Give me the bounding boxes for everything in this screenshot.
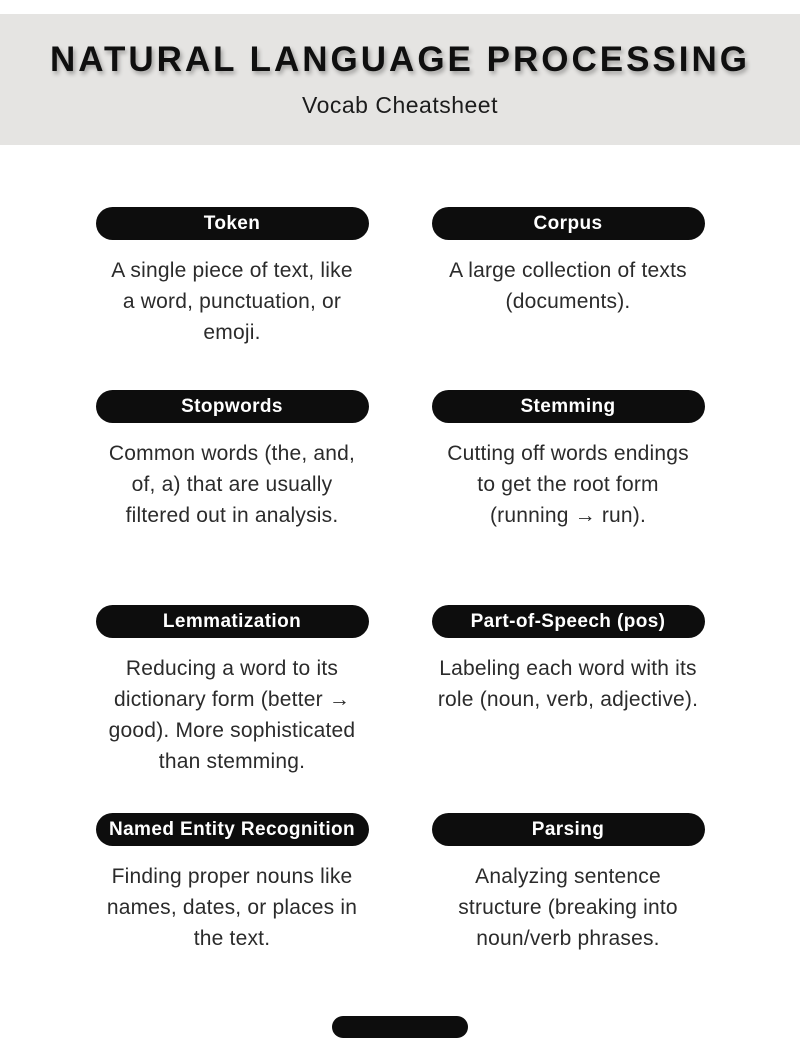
definition-stopwords bbox=[109, 438, 355, 531]
definition-line: the text. bbox=[193, 927, 271, 950]
definition-line: to get the root form bbox=[477, 473, 659, 496]
term-pill-stopwords: Stopwords bbox=[96, 390, 369, 423]
definition-line: Common words (the, and, bbox=[108, 442, 356, 465]
vocab-card-part-of-speech bbox=[418, 605, 718, 813]
definition-lemmatization bbox=[109, 653, 356, 777]
definition-line: dictionary form (better → bbox=[113, 688, 351, 711]
term-pill-stemming: Stemming bbox=[432, 390, 705, 423]
definition-line: Cutting off words endings bbox=[447, 442, 689, 465]
definition-part-of-speech bbox=[438, 653, 698, 715]
definition-line: a word, punctuation, or bbox=[122, 290, 342, 313]
term-pill-token: Token bbox=[96, 207, 369, 240]
definition-corpus bbox=[449, 255, 687, 317]
definition-line: (documents). bbox=[505, 290, 631, 313]
definition-line: role (noun, verb, adjective). bbox=[437, 688, 699, 711]
definition-line: Analyzing sentence bbox=[475, 865, 661, 888]
page-subtitle: Vocab Cheatsheet bbox=[302, 92, 498, 118]
header-band bbox=[0, 14, 800, 145]
vocab-card-corpus bbox=[418, 207, 718, 390]
definition-line: names, dates, or places in bbox=[106, 896, 358, 919]
definition-line: filtered out in analysis. bbox=[125, 504, 339, 527]
definition-line: of, a) that are usually bbox=[131, 473, 333, 496]
definition-line: noun/verb phrases. bbox=[476, 927, 660, 950]
vocab-card-stopwords bbox=[82, 390, 382, 605]
definition-line: Reducing a word to its bbox=[125, 657, 339, 680]
vocab-card-token bbox=[82, 207, 382, 390]
definition-named-entity-recognition bbox=[107, 861, 357, 954]
definition-line: Finding proper nouns like bbox=[111, 865, 353, 888]
definition-stemming bbox=[447, 438, 689, 531]
definition-line: structure (breaking into bbox=[458, 896, 678, 919]
term-pill-parsing: Parsing bbox=[432, 813, 705, 846]
vocab-card-lemmatization bbox=[82, 605, 382, 813]
vocab-card-named-entity-recognition bbox=[82, 813, 382, 954]
definition-parsing bbox=[458, 861, 678, 954]
term-pill-named-entity-recognition: Named Entity Recognition bbox=[96, 813, 369, 846]
definition-token bbox=[111, 255, 352, 348]
definition-line: A single piece of text, like bbox=[111, 259, 353, 282]
vocab-card-parsing bbox=[418, 813, 718, 954]
definition-line: Labeling each word with its bbox=[439, 657, 697, 680]
definition-line: (running → run). bbox=[489, 504, 647, 527]
definition-line: A large collection of texts bbox=[449, 259, 687, 282]
page-title: NATURAL LANGUAGE PROCESSING bbox=[49, 40, 750, 79]
term-pill-lemmatization: Lemmatization bbox=[96, 605, 369, 638]
definition-line: emoji. bbox=[203, 321, 261, 344]
vocab-grid bbox=[0, 207, 800, 954]
term-pill-part-of-speech: Part-of-Speech (pos) bbox=[432, 605, 705, 638]
next-term-pill-partial bbox=[332, 1016, 468, 1038]
definition-line: good). More sophisticated bbox=[108, 719, 356, 742]
vocab-card-stemming bbox=[418, 390, 718, 605]
term-pill-corpus: Corpus bbox=[432, 207, 705, 240]
definition-line: than stemming. bbox=[158, 750, 306, 773]
